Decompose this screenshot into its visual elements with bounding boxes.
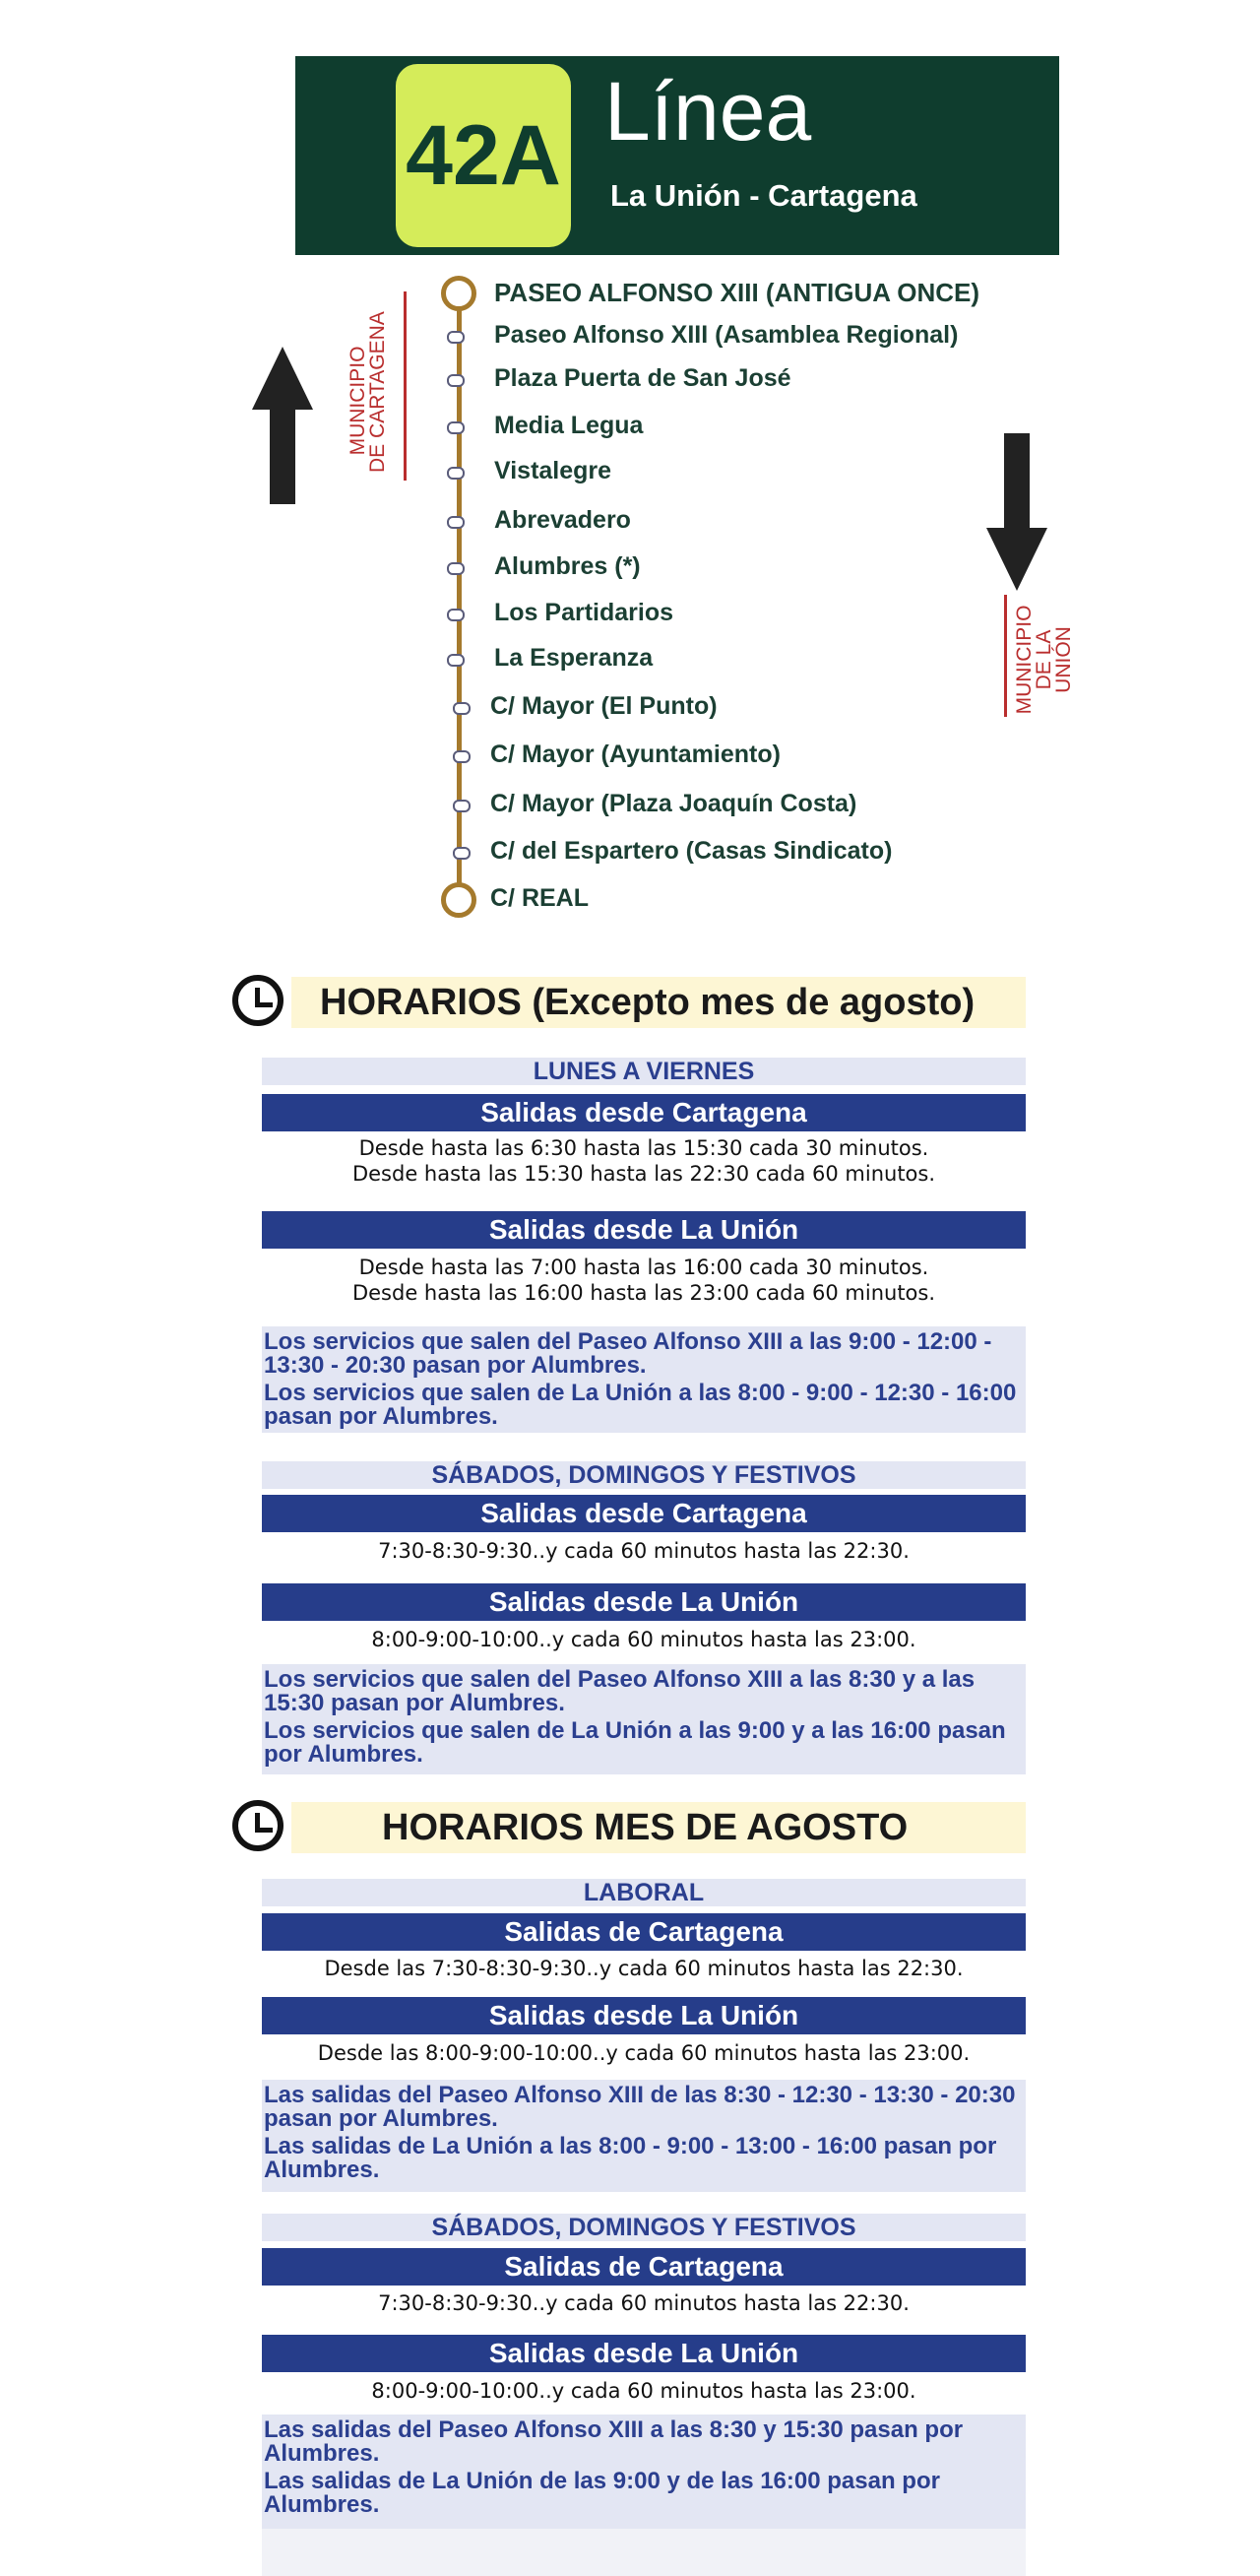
schedule-text: 7:30-8:30-9:30..y cada 60 minutos hasta las 22:30. — [378, 1539, 910, 1563]
schedule-text: 7:30-8:30-9:30..y cada 60 minutos hasta las 22:30. — [378, 2291, 910, 2315]
stop-label: Alumbres (*) — [494, 552, 641, 580]
stop-marker-icon — [447, 374, 465, 387]
line-title: Línea — [604, 65, 812, 158]
alumbres-note: Los servicios que salen del Paseo Alfonso XIII a las 8:30 y a las 15:30 pasan por Alumbres. Los servicios que salen de La Unión a las 9:00 y a las 16:00 pasan por Alumbres. — [262, 1664, 1026, 1774]
stop-label: Media Legua — [494, 412, 644, 439]
departures-union-bar: Salidas desde La Unión — [262, 1211, 1026, 1249]
alumbres-note: Las salidas del Paseo Alfonso XIII de las 8:30 - 12:30 - 13:30 - 20:30 pasan por Alumbres. Las salidas de La Unión a las 8:00 - 9:00 - 13:00 - 16:00 pasan por Alumbres. — [262, 2080, 1026, 2192]
municipality-cartagena-label: MUNICIPIO DE CARTAGENA — [346, 311, 389, 473]
schedule-text: Desde las 8:00-9:00-10:00..y cada 60 minutos hasta las 23:00. — [317, 2041, 971, 2065]
stop-label: Vistalegre — [494, 457, 612, 484]
stop-label: C/ Mayor (Plaza Joaquín Costa) — [490, 790, 857, 817]
departures-union-bar: Salidas desde La Unión — [262, 1583, 1026, 1621]
stop-marker-icon — [447, 331, 465, 344]
stop-label: Abrevadero — [494, 506, 631, 534]
stop-label: C/ Mayor (El Punto) — [490, 692, 718, 720]
departures-cartagena-bar: Salidas de Cartagena — [262, 2248, 1026, 2286]
schedule-text: 8:00-9:00-10:00..y cada 60 minutos hasta las 23:00. — [371, 2379, 916, 2403]
alumbres-note: Las salidas del Paseo Alfonso XIII a las 8:30 y 15:30 pasan por Alumbres. Las salidas de La Unión de las 9:00 y de las 16:00 pasan por Alumbres. — [262, 2415, 1026, 2529]
departures-cartagena-bar: Salidas desde Cartagena — [262, 1094, 1026, 1131]
arrow-up-icon — [252, 347, 313, 504]
stop-label: Plaza Puerta de San José — [494, 364, 791, 392]
stop-label: La Esperanza — [494, 644, 654, 672]
stop-label: C/ del Espartero (Casas Sindicato) — [490, 837, 893, 865]
day-label-weekday: LABORAL — [262, 1879, 1026, 1906]
terminal-end-icon — [441, 882, 476, 918]
section-title-august: HORARIOS MES DE AGOSTO — [382, 1807, 909, 1848]
union-bracket — [1004, 595, 1007, 717]
line-number-badge: 42A — [396, 64, 571, 247]
schedule-text: Desde las 7:30-8:30-9:30..y cada 60 minutos hasta las 22:30. — [324, 1957, 964, 1980]
alumbres-note: Los servicios que salen del Paseo Alfonso XIII a las 9:00 - 12:00 - 13:30 - 20:30 pasan por Alumbres. Los servicios que salen de La Unión a las 8:00 - 9:00 - 12:30 - 16:00 pasan por Alumbres. — [262, 1326, 1026, 1433]
day-label-weekend: SÁBADOS, DOMINGOS Y FESTIVOS — [262, 2214, 1026, 2241]
schedule-text: Desde hasta las 7:00 hasta las 16:00 cada 30 minutos. Desde hasta las 16:00 hasta las 23:00 cada 60 minutos. — [351, 1256, 936, 1305]
departures-cartagena-bar: Salidas de Cartagena — [262, 1913, 1026, 1951]
arrow-down-icon — [986, 433, 1047, 591]
day-label-weekend: SÁBADOS, DOMINGOS Y FESTIVOS — [262, 1461, 1026, 1489]
section-title-regular: HORARIOS (Excepto mes de agosto) — [320, 982, 976, 1023]
stop-marker-icon — [447, 562, 465, 575]
stop-label: Paseo Alfonso XIII (Asamblea Regional) — [494, 321, 959, 349]
stop-marker-icon — [447, 654, 465, 667]
day-label-weekday: LUNES A VIERNES — [262, 1058, 1026, 1085]
line-header — [295, 56, 1059, 255]
stop-marker-icon — [447, 467, 465, 480]
stop-marker-icon — [453, 702, 471, 715]
stop-label: PASEO ALFONSO XIII (ANTIGUA ONCE) — [494, 278, 980, 307]
municipality-union-label: MUNICIPIO DE LA UNIÓN — [1013, 605, 1075, 715]
departures-union-bar: Salidas desde La Unión — [262, 2335, 1026, 2372]
stop-marker-icon — [447, 609, 465, 621]
stop-label: C/ Mayor (Ayuntamiento) — [490, 741, 781, 768]
stop-marker-icon — [447, 421, 465, 434]
departures-union-bar: Salidas desde La Unión — [262, 1997, 1026, 2034]
route-name: La Unión - Cartagena — [610, 178, 917, 213]
stop-marker-icon — [453, 847, 471, 860]
stop-label: Los Partidarios — [494, 599, 673, 626]
clock-icon — [232, 975, 284, 1026]
page-footer-fill — [262, 2529, 1026, 2576]
stop-marker-icon — [453, 750, 471, 763]
schedule-text: Desde hasta las 6:30 hasta las 15:30 cada 30 minutos. Desde hasta las 15:30 hasta las 22:30 cada 60 minutos. — [351, 1136, 936, 1186]
schedule-text: 8:00-9:00-10:00..y cada 60 minutos hasta las 23:00. — [371, 1628, 916, 1651]
terminal-start-icon — [441, 276, 476, 311]
stop-marker-icon — [447, 516, 465, 529]
departures-cartagena-bar: Salidas desde Cartagena — [262, 1495, 1026, 1532]
stop-label: C/ REAL — [490, 884, 589, 912]
clock-icon — [232, 1800, 284, 1851]
stop-marker-icon — [453, 800, 471, 812]
